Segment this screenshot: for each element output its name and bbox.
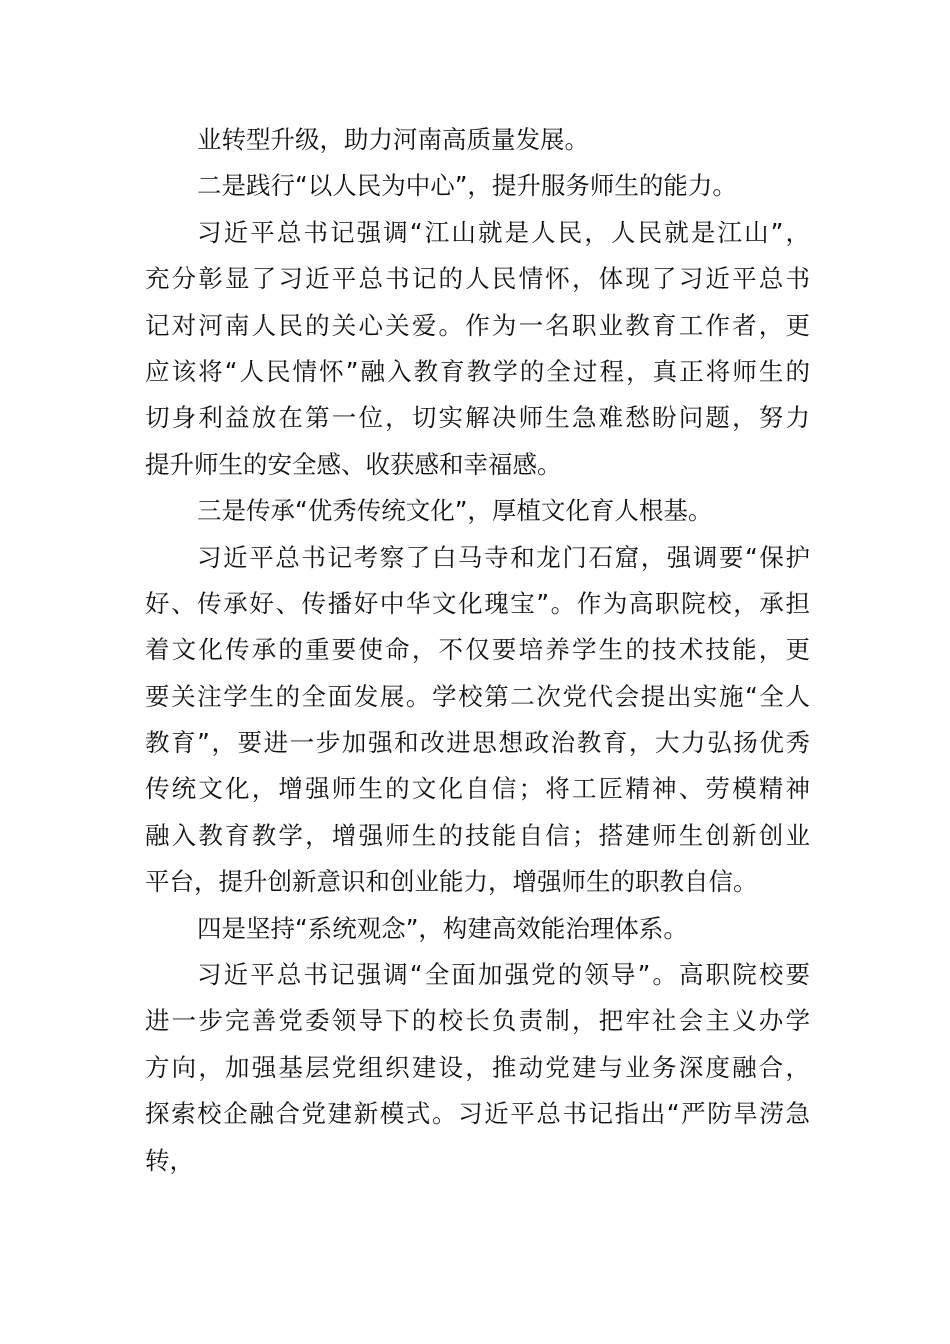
text-line: 应该将“人民情怀”融入教育教学的全过程，真正将师生的: [145, 356, 810, 386]
section-heading-4: 四是坚持“系统观念”，构建高效能治理体系。: [197, 913, 688, 943]
text-line: 充分彰显了习近平总书记的人民情怀，体现了习近平总书: [145, 264, 810, 294]
text-line: 转，: [145, 1145, 194, 1175]
text-line: 提升师生的安全感、收获感和幸福感。: [145, 449, 562, 479]
text-line: 传统文化，增强师生的文化自信；将工匠精神、劳模精神: [145, 774, 810, 804]
text-line: 习近平总书记强调“江山就是人民，人民就是江山”，: [197, 217, 810, 247]
text-line: 探索校企融合党建新模式。习近平总书记指出“严防旱涝急: [145, 1099, 810, 1129]
text-line: 记对河南人民的关心关爱。作为一名职业教育工作者，更: [145, 310, 810, 340]
text-line: 方向，加强基层党组织建设，推动党建与业务深度融合，: [145, 1052, 810, 1082]
text-line: 业转型升级，助力河南高质量发展。: [197, 125, 589, 154]
body-text: [145, 117, 810, 1184]
text-line: 教育”，要进一步加强和改进思想政治教育，大力弘扬优秀: [145, 728, 810, 758]
text-line: 好、传承好、传播好中华文化瑰宝”。作为高职院校，承担: [145, 588, 810, 618]
section-heading-2: 二是践行“以人民为中心”，提升服务师生的能力。: [197, 171, 737, 201]
text-line: 切身利益放在第一位，切实解决师生急难愁盼问题，努力: [145, 403, 810, 433]
text-line: 习近平总书记强调“全面加强党的领导”。高职院校要: [197, 960, 810, 990]
text-line: 着文化传承的重要使命，不仅要培养学生的技术技能，更: [145, 635, 810, 665]
text-line: 进一步完善党委领导下的校长负责制，把牢社会主义办学: [145, 1006, 810, 1036]
text-line: 平台，提升创新意识和创业能力，增强师生的职教自信。: [145, 867, 758, 897]
text-line: 要关注学生的全面发展。学校第二次党代会提出实施“全人: [145, 681, 810, 711]
text-line: 习近平总书记考察了白马寺和龙门石窟，强调要“保护: [197, 542, 810, 572]
section-heading-3: 三是传承“优秀传统文化”，厚植文化育人根基。: [197, 496, 713, 526]
text-line: 融入教育教学，增强师生的技能自信；搭建师生创新创业: [145, 820, 810, 850]
